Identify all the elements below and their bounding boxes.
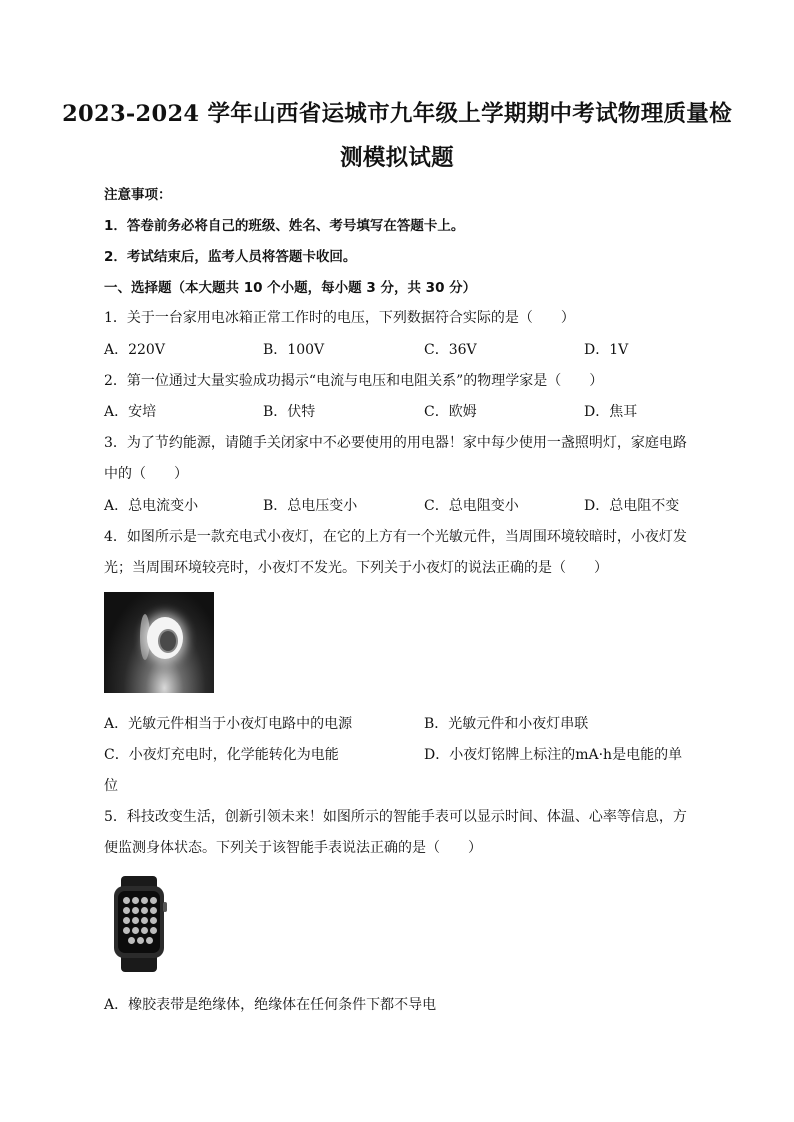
question-1-option-b: B．100V [263,342,325,358]
question-4-option-a: A．光敏元件相当于小夜灯电路中的电源 [104,716,353,732]
app-icon [150,897,157,904]
question-5-option-a: A．橡胶表带是绝缘体，绝缘体在任何条件下都不导电 [104,997,437,1013]
app-icon [132,917,139,924]
app-icon [150,917,157,924]
app-icon [128,937,135,944]
question-3-option-c: C．总电阻变小 [424,498,519,514]
night-light-sensor [158,629,178,653]
question-4-option-b: B．光敏元件和小夜灯串联 [424,716,589,732]
notice-heading: 注意事项： [104,187,172,203]
question-3-option-d: D．总电阻不变 [584,498,680,514]
smart-watch-photo [108,876,170,972]
app-icon [141,897,148,904]
section-heading: 一、选择题（本大题共 10 个小题，每小题 3 分，共 30 分） [104,280,477,296]
app-icon [146,937,153,944]
app-icon [132,907,139,914]
question-1-option-d: D．1V [584,342,629,358]
app-icon [123,907,130,914]
night-light-photo [104,592,214,693]
notice-item-2: 2．考试结束后，监考人员将答题卡收回。 [104,249,357,265]
app-icon [132,927,139,934]
question-2-stem: 2．第一位通过大量实验成功揭示“电流与电压和电阻关系”的物理学家是（ ） [104,373,604,389]
question-1-option-a: A．220V [104,342,165,358]
app-icon [123,917,130,924]
question-4-stem-line-1: 4．如图所示是一款充电式小夜灯，在它的上方有一个光敏元件，当周围环境较暗时，小夜灯发 [104,529,687,545]
exam-title-line-2: 测模拟试题 [339,145,454,171]
question-3-stem-line-1: 3．为了节约能源，请随手关闭家中不必要使用的用电器！家中每少使用一盏照明灯，家庭电路 [104,435,687,451]
watch-strap-bottom [121,956,157,972]
question-4-option-d: D．小夜灯铭牌上标注的mA·h是电能的单 [424,747,683,763]
question-2-option-b: B．伏特 [263,404,316,420]
question-3-stem-line-2: 中的（ ） [104,466,188,482]
question-4-stem-line-2: 光；当周围环境较亮时，小夜灯不发光。下列关于小夜灯的说法正确的是（ ） [104,560,608,576]
question-5-stem-line-1: 5．科技改变生活，创新引领未来！如图所示的智能手表可以显示时间、体温、心率等信息，方 [104,809,687,825]
notice-item-1: 1．答卷前务必将自己的班级、姓名、考号填写在答题卡上。 [104,218,465,234]
question-2-option-d: D．焦耳 [584,404,638,420]
app-icon [141,917,148,924]
app-icon [132,897,139,904]
question-1-option-c: C．36V [424,342,477,358]
question-2-option-c: C．欧姆 [424,404,477,420]
watch-crown [163,902,167,912]
question-2-option-a: A．安培 [104,404,157,420]
app-icon [150,927,157,934]
app-icon [123,897,130,904]
question-3-option-b: B．总电压变小 [263,498,358,514]
app-icon [141,927,148,934]
app-icon [150,907,157,914]
app-icon [123,927,130,934]
question-5-stem-line-2: 便监测身体状态。下列关于该智能手表说法正确的是（ ） [104,840,482,856]
app-icon [137,937,144,944]
app-icon [141,907,148,914]
question-4-option-c: C．小夜灯充电时，化学能转化为电能 [104,747,339,763]
question-4-option-d-wrap: 位 [104,778,118,794]
question-3-option-a: A．总电流变小 [104,498,199,514]
question-1-stem: 1．关于一台家用电冰箱正常工作时的电压，下列数据符合实际的是（ ） [104,310,575,326]
exam-title-line-1: 2023-2024 学年山西省运城市九年级上学期期中考试物理质量检 [62,101,732,127]
